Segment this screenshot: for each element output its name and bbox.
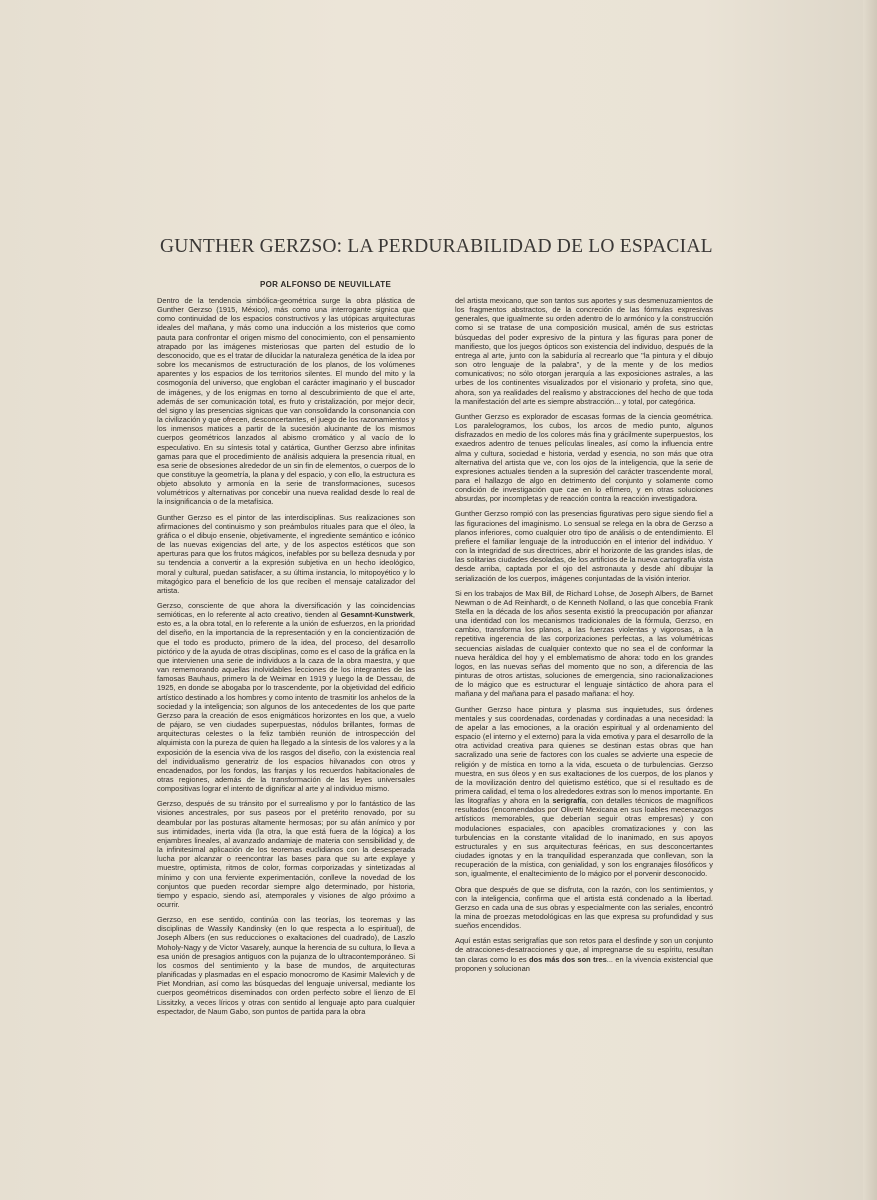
byline-prefix: POR (260, 280, 279, 289)
article-title: GUNTHER GERZSO: LA PERDURABILIDAD DE LO ESPACIAL (160, 236, 713, 257)
bold-term: dos más dos son tres (528, 954, 607, 964)
byline (260, 280, 391, 289)
paragraph: del artista mexicano, que son tantos sus aportes y sus desmenuzamientos de los fragmentos abstractos, de la concreción de las fórmulas expresivas generales, que igualmente su orden adentro de lo armónico y la construcción como si se tratase de una composición musical, amén de sus estrictas búsquedas del poder expresivo de la pintura y las figuras para poner de manifiesto, que los juegos ópticos son existencia del individuo, después de la entrega al arte, junto con la sabiduría al recrearlo que "la pintura y el dibujo son otro lenguaje de la palabra", y de la mente y de los medios comunicativos; no sólo otorgan jerarquía a las exposiciones astrales, a las urbes de los continentes visualizados por el visionario y profeta, sino que, ahora, son ya realidades del realismo y abstracciones del hecho de que toda la manifestación del arte es siempre abstracción... y total, por categórica. (455, 296, 713, 406)
paragraph-text: , esto es, a la obra total, en lo referente a la unión de esfuerzos, en la prioridad del diseño, en la importancia de la representación y en la concientización de que el todo es producto, primero de la idea, del proceso, del desarrollo pictórico y de la ayuda de otras disciplinas, como es el caso de la gráfica en la que intervienen una serie de individuos a la caza de la obra maestra, y que van rememorando aquellas inolvidables lecciones de los integrantes de las famosas Bauhaus, primero la de Weimar en 1919 y luego la de Dessau, de 1925, en donde se abogaba por lo trascendente, por la objetividad del edificio artístico destinado a los hombres y como intento de trasmitir los anhelos de la sociedad y la inteligencia; son algunos de los antecedentes de los que parte Gerzso para la creación de esos enigmáticos horizontes en los que, a vuelo de pájaro, se ven ciudades superpuestas, nódulos brillantes, formas de arquitecturas celestes o la feliz también reunión de introspección del alquimista con la pureza de quien ha llegado a la síntesis de los valores y a la exposición de la esencia viva de los rasgos del diseño, con la existencia real del individualismo generatriz de los espacios hilvanados con otros y encadenados, por los fondos, las franjas y los recuerdos habitacionales de otras regiones, además de la transformación de las leyes universales compositivas lograr el intento de dignificar al arte y al individuo mismo. (157, 610, 415, 794)
paragraph-text: , con detalles técnicos de magníficos resultados (encomendados por Olivetti Mexicana en sus loables mecenazgos artísticos memorables, que deberían seguir otras empresas) y con modulaciones espaciales, con apacibles cromatizaciones y con las turbulencias en la constante vitalidad de lo inanimado, en sus apoyos estructurales y en sus arquitecturas feéricas, en sus desconcertantes ciudades ignotas y en la tranquilidad esperanzada que conllevan, son la recuperación de la mística, con genialidad, y son los engranajes filosóficos y son, igualmente, el enaltecimiento de lo mágico por el porvenir desconocido. (455, 796, 713, 879)
paragraph: Gunther Gerzso es explorador de escasas formas de la ciencia geométrica. Los paralelogramos, los cubos, los arcos de medio punto, algunos disfrazados en medio de los colores más fina y grácilmente superpuestos, los exaedros adentro de tenues películas lineales, así como la influencia entre alma y cultura, sociedad e historia, verdad y esencia, no son más que otra alternativa del artista que ve, con los ojos de la inteligencia, que la serie de expresiones actuales tienden a la supresión del carácter trascendente moral, para el hallazgo de algo en detrimento del conjunto y solamente como condición de investigación que cae en lo efímero, y en otras soluciones absurdas, por incompletas y de reacción contra la reacción investigadora. (455, 411, 713, 504)
paragraph-text: Gunther Gerzso hace pintura y plasma sus inquietudes, sus órdenes mentales y sus coordenadas, cordenadas y cordinadas a una necesidad: la de apelar a las emociones, a la oración espiritual y al ordenamiento del espacio (el interno y el externo) para la vida emotiva y para el desarrollo de la otra actividad creativa para quienes se destinan estas obras que han sacralizado una serie de factores con los cuales se advierte una especie de religión y de mística en torno a la vida, escueta o de turbulencias. Gerzso muestra, en sus óleos y en sus exaltaciones de los cuerpos, de los planos y de la movilización dentro del quietismo estético, que si el resultado es de primera calidad, el tema o los alrededores extras son lo menos importante. En las litografías y ahora en la (455, 704, 713, 806)
paragraph: Si en los trabajos de Max Bill, de Richard Lohse, de Joseph Albers, de Barnet Newman o de Ad Reinhardt, o de Kenneth Nolland, o las que concebía Frank Stella en la década de los años sesenta existió la preocupación por afianzar una identidad con los mecanismos tradicionales de la fórmula, Gerzso, en cambio, transforma los planos, a las fuerzas violentas y vigorosas, a la repetitiva ingerencia de las corporizaciones perfectas, a las volumétricas secuencias aisladas de cualquier contexto que no sea el de conformar la nueva heráldica del hoy y el emblematismo de ahora: todo en los grandes logos, en las nuevas señas del momento que no son, a diferencia de las pinturas de otros artistas, soluciones de emergencia, sino racionalizaciones de lo mágico que es estructurar el lenguaje sintáctico de ahora para el mañana y del mañana para el pasado mañana: el hoy. (455, 588, 713, 699)
paragraph: Gunther Gerzso es el pintor de las interdisciplinas. Sus realizaciones son afirmaciones del continuismo y son preámbulos rituales para que el óleo, la gráfica o el dibujo ensenie, objetivamente, el ingrediente semántico e icónico de las nuevas exigencias del arte, y de los aspectos estéticos que son aperturas para que los frutos mágicos, inefables por su belleza desnuda y por su tendencia a convertir a la expresión subjetiva en un hecho ideológico, moral y cultural, puedan satisfacer, a su última instancia, lo mitopoyético y lo mitagógico para el beneficio de los que reciben el mensaje catalizador del artista. (157, 512, 415, 595)
paragraph (157, 601, 415, 793)
paragraph: Gerzso, en ese sentido, continúa con las teorías, los teoremas y las disciplinas de Wassily Kandinsky (en lo que respecta a lo espiritual), de Joseph Albers (en sus reducciones o exaltaciones del cuadrado), de Laszlo Moholy-Nagy y de Victor Vasarely, aunque la herencia de su cultura, lo lleva a esa unión de presagios antiguos con la pujanza de lo ultracontemporáneo. Si los cosmos del sentimiento y la base de mundos, de arquitecturas planificadas y plasmadas en el espacio monocromo de Kasimir Malevich y de Piet Mondrian, así como las búsquedas del lenguaje universal, mediante los cuerpos geométricos diseminados con orden perfecto sobre el lienzo de El Lissitzky, a veces líricos y otras con sentido al lenguaje apto para cualquier espectador, de Naum Gabo, son puntos de partida para la obra (157, 915, 415, 1016)
paragraph (455, 705, 713, 879)
right-column (455, 296, 713, 973)
paragraph-text: Aquí están estas serigrafías que son retos para el desfinde y son un conjunto de atracciones-desatracciones y que, al impregnarse de su espíritu, resultan tan claras como lo es (455, 936, 713, 964)
bold-term: Gesamnt-Kunstwerk (340, 610, 413, 620)
bold-term: serigrafía (552, 796, 586, 806)
paragraph-text: Gerzso, consciente de que ahora la diversificación y las coincidencias semióticas, en lo referente al acto creativo, tienden al (157, 601, 415, 620)
paragraph: Gunther Gerzso rompió con las presencias figurativas pero sigue siendo fiel a las figuraciones del imaginismo. Lo sensual se relega en la obra de Gerzso a planos inferiores, como cualquier otro tipo de análisis o de entendimiento. El prefiere el familiar lenguaje de la introducción en el interior del individuo. Y con la integridad de sus directrices, abrir el horizonte de las grandes islas, de las solitarias ciudades desoladas, de los artificios de la nueva cartografía vista desde arriba, captada por el ojo del astronauta y desde ahí dibujar la serialización de los cuerpos, imágenes conjuntadas de la visión interior. (455, 509, 713, 583)
paragraph (455, 936, 713, 973)
paragraph: Dentro de la tendencia simbólica-geométrica surge la obra plástica de Gunther Gerzso (1915, México), más como una interrogante signica que como continuidad de los espacios constructivos y las utópicas arquitecturas ideales del mañana, y más como una inducción a los misterios que como pauta para confrontar el origen mismo del conocimiento, con el pensamiento atrapado por las imágenes misteriosas que parten del estudio de lo desconocido, que es el tratar de dilucidar la naturaleza genética de la idea por sobre los mecanismos de estructuración de los planos, de los volúmenes aparentes y los espacios de los territorios silentes. El mundo del mito y la cosmogonía del universo, que engloban el carácter imaginario y el buscador de imágenes, y de los enigmas en torno al descubrimiento de que el arte, además de ser comunicación total, es fruto y cristalización, por mejor decir, del signo y las presencias signicas que van consolidando la consonancia con la civilización y que ofrecen, desconcertantes, el juego de los razonamientos y los inmensos matices a partir de la sucesión alucinante de los mismos cuerpos geométricos lanzados al abismo cromático y al vacío de lo especulativo. En su síntesis total y catártica, Gunther Gerzso abre infinitas gamas para que el procedimiento de análisis adquiera la presencia ritual, en esa serie de obsesiones alrededor de un sin fin de elementos, o cuerpos de lo que constituye la geometría, la plana y del espacio, y con ello, la estructura es objeto absoluto y armonía en la serie de transformaciones, sucesos volumétricos y alternativas por concebir una nueva realidad desde lo real de la insignificancia o de la metafísica. (157, 296, 415, 507)
paragraph: Obra que después de que se disfruta, con la razón, con los sentimientos, y con la inteligencia, confirma que el artista está condenado a la libertad. Gerzso en cada una de sus obras y especialmente con las seriales, encontró la mina de proezas metodológicas en las que expresa su profundidad y sus sueños encendidos. (455, 884, 713, 931)
paragraph: Gerzso, después de su tránsito por el surrealismo y por lo fantástico de las visiones ancestrales, por sus paseos por el pretérito renovado, por su deambular por las posturas altamente hermosas; por su afán anímico y por sus intimidades, inerta vida (la otra, la que está fuera de la lógica) a los enjambres lineales, al avanzado andamiaje de materia con sensibilidad y, de la infinitesimal aplicación de los teoremas euclidianos con la desesperada lucha por alcanzar o reencontrar las bases para que su arte explaye y muestre, optimista, ritmos de color, formas corporizadas y sintetizadas al mínimo y con una ferviente experimentación, conlleve la novedad de los conjuntos que pueden recordar siempre algo determinado, por historia, tiempo y espacio, siendo así, atemporales y visiones de algo próximo a ocurrir. (157, 799, 415, 909)
sheet-edge (863, 0, 877, 1200)
paragraph-text: ... en la vivencia existencial que proponen y solucionan (455, 954, 713, 973)
left-column (157, 296, 415, 1016)
author-name: ALFONSO DE NEUVILLATE (280, 280, 392, 289)
